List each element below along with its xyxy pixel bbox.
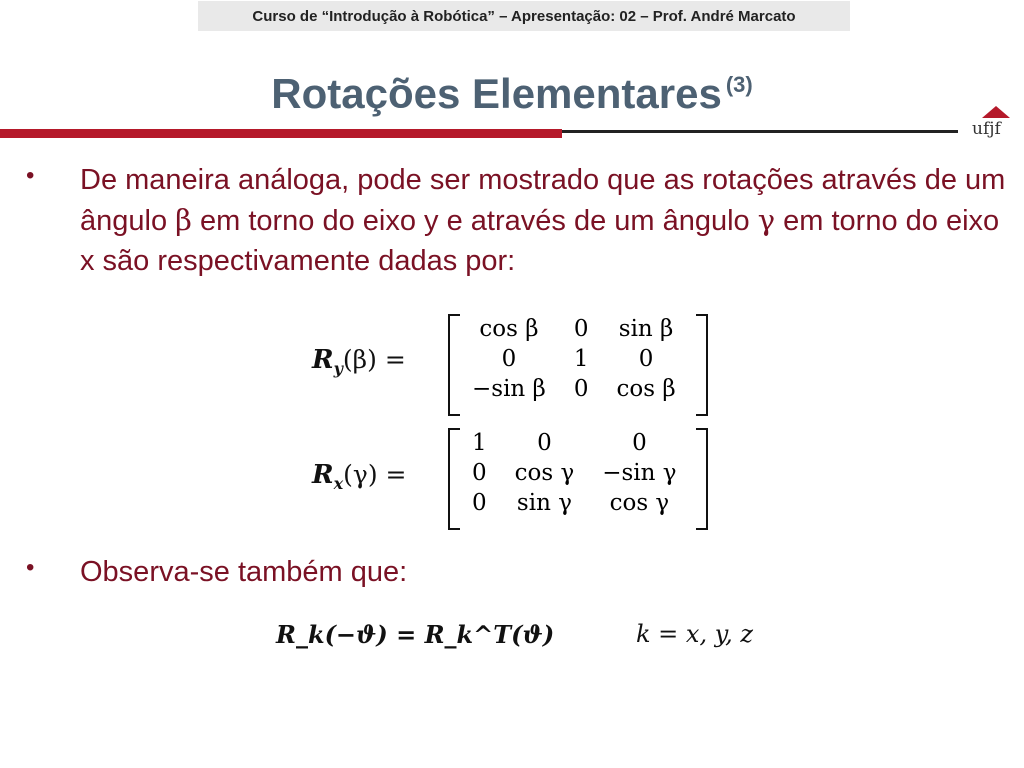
bullet-marker-2: •: [26, 554, 35, 581]
transpose-identity: R_k(−ϑ) = R_k^T(ϑ): [276, 620, 555, 649]
ry-matrix: [458, 314, 690, 404]
ry-cell: 1: [573, 346, 589, 372]
ry-cell: 0: [501, 346, 517, 372]
title-rule-black: [562, 130, 958, 133]
bullet-1-text-a: De maneira análoga, pode ser mostrado que as rotações através de um ângulo: [80, 164, 1006, 237]
rx-matrix: [458, 428, 691, 518]
ry-cell: 0: [573, 376, 589, 402]
slide-title-text: Rotações Elementares: [271, 70, 722, 117]
ry-bracket-right: [696, 314, 708, 416]
beta-symbol: β: [175, 203, 192, 237]
rx-symbol: R: [312, 460, 334, 490]
rx-cell: 1: [472, 430, 487, 456]
slide-title: [0, 70, 1024, 118]
ry-subscript: y: [333, 359, 343, 378]
bullet-1: [80, 160, 1010, 281]
rx-cell: −sin γ: [602, 460, 677, 486]
ry-argument: (β) =: [342, 345, 406, 374]
ufjf-logo-text: ufjf: [972, 119, 1001, 139]
rx-lhs: [312, 460, 407, 493]
bullet-1-text-c: em torno do eixo x são respectivamente dadas por:: [80, 205, 1000, 277]
ry-cell: 0: [573, 316, 589, 342]
ry-cell: cos β: [616, 376, 676, 402]
bullet-1-text-b: em torno do eixo y e através de um ângulo: [191, 205, 758, 237]
ry-cell: cos β: [479, 316, 539, 342]
rx-cell: cos γ: [609, 490, 670, 516]
rx-cell: 0: [632, 430, 647, 456]
gamma-symbol: γ: [757, 203, 776, 237]
title-rule-red: [0, 129, 562, 138]
ry-cell: 0: [638, 346, 654, 372]
ry-symbol: R: [312, 345, 334, 375]
rx-cell: 0: [472, 460, 487, 486]
rx-bracket-right: [696, 428, 708, 530]
ry-lhs: [312, 345, 406, 378]
bullet-2: [80, 552, 780, 592]
rx-cell: sin γ: [516, 490, 572, 516]
course-header-text: Curso de “Introdução à Robótica” – Apresentação: 02 – Prof. André Marcato: [252, 7, 796, 25]
rx-cell: 0: [537, 430, 552, 456]
ry-cell: −sin β: [472, 376, 546, 402]
rx-cell: 0: [472, 490, 487, 516]
ry-cell: sin β: [618, 316, 674, 342]
rx-argument: (γ) =: [343, 460, 407, 489]
bullet-marker-1: •: [26, 162, 35, 189]
course-header: [198, 1, 850, 31]
axis-condition: k = x, y, z: [636, 620, 753, 648]
ufjf-logo-icon: [962, 104, 1016, 140]
rx-subscript: x: [333, 474, 344, 493]
bullet-2-text: Observa-se também que:: [80, 556, 408, 588]
rx-cell: cos γ: [514, 460, 575, 486]
slide-title-superscript: (3): [725, 72, 753, 97]
